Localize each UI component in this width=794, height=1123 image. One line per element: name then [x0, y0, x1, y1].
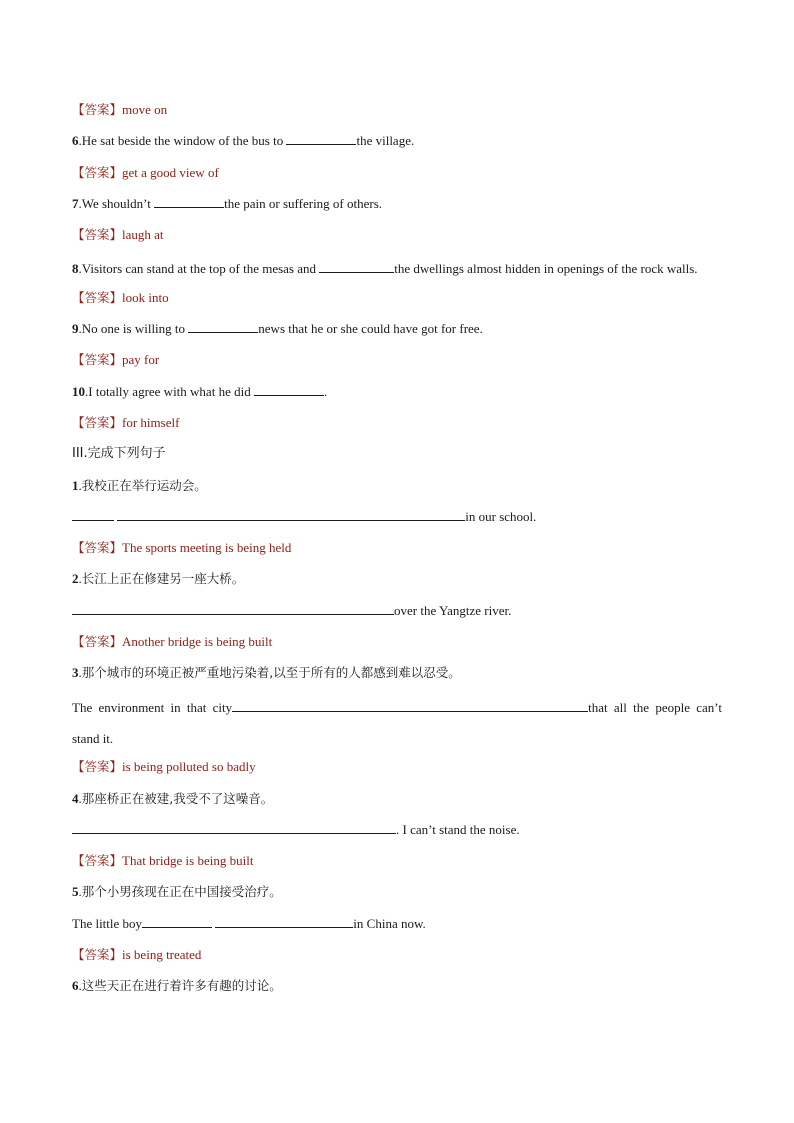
answer-tag: 【答案】: [72, 947, 123, 963]
question-text-before: We shouldn’t: [81, 195, 155, 211]
answer-text: look into: [122, 289, 169, 305]
answer-text: The sports meeting is being held: [122, 540, 292, 556]
question-6: 6.He sat beside the window of the bus to the village.: [72, 133, 415, 149]
answer-line: [72, 848, 722, 879]
question-7: 7.We shouldn’t the pain or suffering of others.: [72, 195, 383, 211]
question-text-after: that all the people can’t stand it.: [72, 699, 722, 746]
question-text-before: No one is willing to: [81, 321, 189, 337]
answer-text: laugh at: [122, 227, 164, 243]
chinese-prompt: 那个小男孩现在正在中国接受治疗。: [81, 884, 282, 900]
answer-line: [72, 285, 722, 316]
answer-blank[interactable]: [72, 820, 396, 834]
answer-text: for himself: [122, 414, 180, 430]
question-text-after: the pain or suffering of others.: [224, 195, 383, 211]
question-text-before: I totally agree with what he did: [88, 383, 254, 399]
question-number: 6: [72, 133, 79, 149]
answer-blank[interactable]: [254, 382, 324, 396]
question-prompt: 1.我校正在举行运动会。: [72, 477, 207, 493]
answer-text: pay for: [122, 352, 160, 368]
answer-text: is being treated: [122, 947, 202, 963]
worksheet-page: [72, 97, 722, 1005]
answer-blank[interactable]: [188, 319, 258, 333]
chinese-prompt: 这些天正在进行着许多有趣的讨论。: [81, 978, 282, 994]
answer-blank[interactable]: [72, 507, 114, 521]
answer-line: [72, 160, 722, 191]
answer-text: is being polluted so badly: [122, 759, 256, 775]
question-number: 7: [72, 195, 79, 211]
question-number: 2: [72, 571, 79, 587]
question-text-after: . I can’t stand the noise.: [396, 821, 520, 837]
question-text-after: in China now.: [353, 915, 426, 931]
section-title: III.完成下列句子: [72, 446, 166, 462]
answer-blank[interactable]: [72, 601, 394, 615]
question-number: 10: [72, 383, 85, 399]
answer-line: [72, 222, 722, 253]
answer-blank[interactable]: [215, 914, 353, 928]
question-number: 1: [72, 477, 79, 493]
question-number: 9: [72, 321, 79, 337]
question-fill-line: [72, 817, 722, 848]
question-text-after: .: [323, 383, 328, 399]
answer-tag: 【答案】: [72, 227, 123, 243]
answer-line: [72, 347, 722, 378]
question-prompt: 4.那座桥正在被建,我受不了这噪音。: [72, 790, 274, 806]
answer-line: [72, 942, 722, 973]
answer-tag: 【答案】: [72, 634, 123, 650]
chinese-prompt: 长江上正在修建另一座大桥。: [81, 571, 245, 587]
answer-text: move on: [122, 102, 168, 117]
answer-line: [72, 629, 722, 660]
answer-blank[interactable]: [142, 914, 212, 928]
answer-text: get a good view of: [122, 164, 219, 180]
question-text-after: over the Yangtze river.: [394, 602, 512, 618]
question-number: 4: [72, 790, 79, 806]
question-text-before: The little boy: [72, 915, 143, 931]
question-text-before: He sat beside the window of the bus to: [81, 133, 287, 149]
answer-line: [72, 754, 722, 785]
answer-tag: 【答案】: [72, 853, 123, 869]
answer-line: [72, 97, 722, 128]
question-prompt: 5.那个小男孩现在正在中国接受治疗。: [72, 884, 282, 900]
question-text-after: the dwellings almost hidden in openings of the rock walls.: [394, 261, 698, 277]
question-number: 5: [72, 884, 79, 900]
question-text-after: the village.: [356, 133, 415, 149]
answer-tag: 【答案】: [72, 289, 123, 305]
question-fill-line: [72, 911, 722, 942]
chinese-prompt: 那个城市的环境正被严重地污染着,以至于所有的人都感到难以忍受。: [81, 665, 461, 681]
question-number: 3: [72, 665, 79, 681]
question-number: 6: [72, 978, 79, 994]
question-text-before: Visitors can stand at the top of the mesas and: [81, 261, 320, 277]
answer-blank[interactable]: [154, 194, 224, 208]
answer-tag: 【答案】: [72, 759, 123, 775]
question-text-after: in our school.: [465, 508, 537, 524]
answer-text: That bridge is being built: [122, 853, 254, 869]
answer-line: [72, 535, 722, 566]
answer-text: Another bridge is being built: [122, 634, 273, 650]
answer-tag: 【答案】: [72, 352, 123, 368]
question-fill-line: [72, 504, 722, 535]
question-text-after: news that he or she could have got for free.: [258, 321, 483, 337]
answer-blank[interactable]: [232, 698, 588, 712]
answer-tag: 【答案】: [72, 414, 123, 430]
question-text-before: The environment in that city: [72, 699, 233, 715]
answer-blank[interactable]: [286, 131, 356, 145]
question-8: 8.Visitors can stand at the top of the mesas and the dwellings almost hidden in openings of the rock walls.: [72, 261, 698, 277]
question-10: 10.I totally agree with what he did .: [72, 383, 328, 399]
question-prompt: 3.那个城市的环境正被严重地污染着,以至于所有的人都感到难以忍受。: [72, 665, 461, 681]
question-number: 8: [72, 261, 79, 277]
answer-tag: 【答案】: [72, 164, 123, 180]
chinese-prompt: 那座桥正在被建,我受不了这噪音。: [81, 790, 274, 806]
question-9: 9.No one is willing to news that he or she could have got for free.: [72, 321, 483, 337]
answer-blank[interactable]: [117, 507, 465, 521]
answer-line: [72, 410, 722, 441]
answer-blank[interactable]: [319, 259, 394, 273]
question-fill-line: [72, 598, 722, 629]
chinese-prompt: 我校正在举行运动会。: [81, 477, 207, 493]
question-prompt: 2.长江上正在修建另一座大桥。: [72, 571, 245, 587]
answer-tag: 【答案】: [72, 540, 123, 556]
answer-tag: 【答案】: [72, 102, 123, 117]
question-fill-line: [72, 692, 722, 755]
question-prompt: 6.这些天正在进行着许多有趣的讨论。: [72, 978, 282, 994]
